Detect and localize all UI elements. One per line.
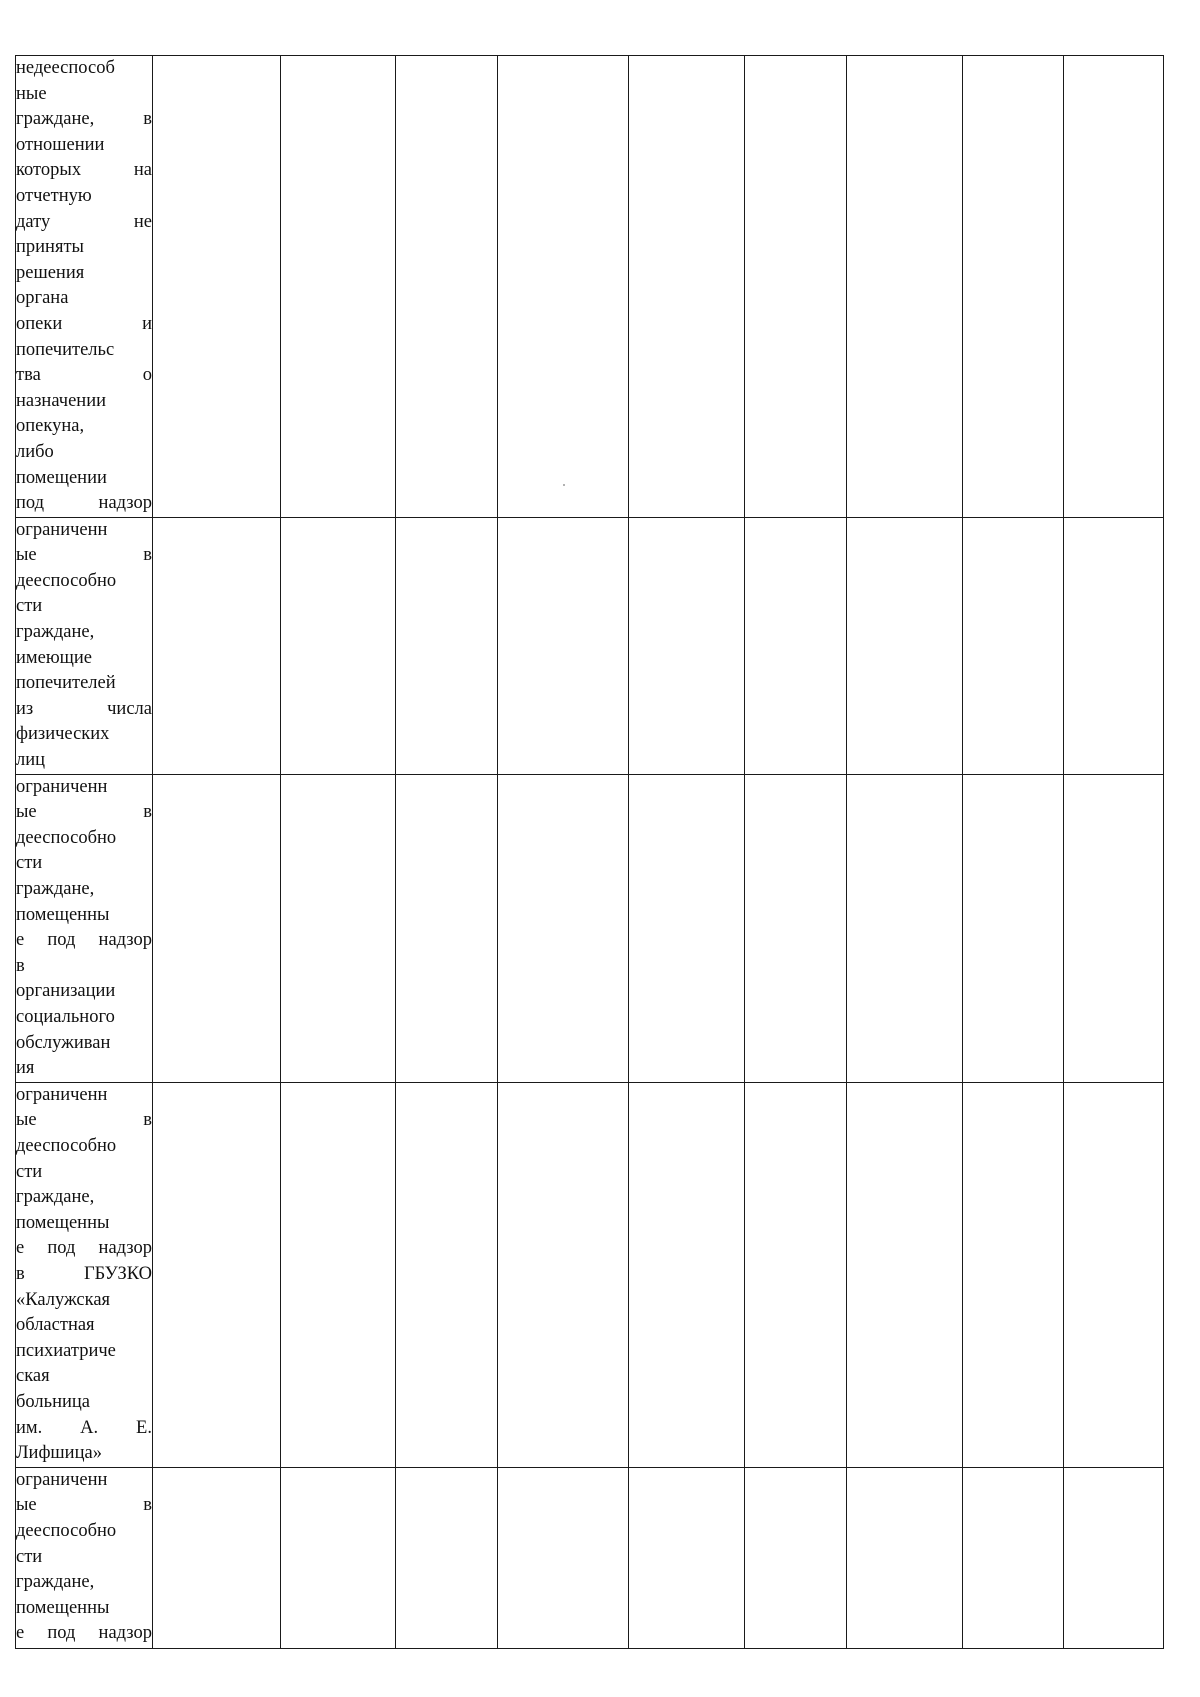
- row-label-line: е под надзор: [16, 930, 152, 951]
- row-label-line: граждане,: [16, 879, 95, 900]
- row-label-line: ия: [16, 1058, 35, 1079]
- row-label-line: сти: [16, 853, 43, 874]
- row-label-line: ограниченн: [16, 1469, 108, 1490]
- row-label-line: приняты: [16, 237, 84, 258]
- table-row: [16, 1082, 1164, 1467]
- scan-speck: [563, 484, 565, 486]
- row-label-cell: [16, 1467, 153, 1648]
- empty-cell: [847, 517, 963, 774]
- row-label-line: недееспособ: [16, 58, 115, 78]
- row-label-line: больница: [16, 1391, 90, 1412]
- row-label-line: назначении: [16, 390, 107, 411]
- empty-cell: [847, 774, 963, 1082]
- row-label-line: граждане,: [16, 622, 95, 643]
- empty-cell: [963, 56, 1064, 518]
- row-label-line: попечителей: [16, 673, 116, 694]
- empty-cell: [629, 1467, 745, 1648]
- row-label-line: решения: [16, 262, 85, 283]
- row-label-line: дееспособно: [16, 1520, 117, 1541]
- empty-cell: [153, 56, 281, 518]
- empty-cell: [847, 56, 963, 518]
- empty-cell: [745, 517, 847, 774]
- row-label-cell: [16, 517, 153, 774]
- row-label-line: помещенны: [16, 1597, 110, 1618]
- empty-cell: [396, 1082, 498, 1467]
- empty-cell: [745, 774, 847, 1082]
- empty-cell: [847, 1467, 963, 1648]
- row-label-line: ые в: [16, 1110, 152, 1131]
- row-label-line: лиц: [16, 750, 46, 771]
- row-label-line: е под надзор: [16, 1238, 152, 1259]
- empty-cell: [963, 517, 1064, 774]
- row-label-line: ограниченн: [16, 776, 108, 797]
- row-label-line: им. А. Е.: [16, 1417, 152, 1438]
- row-label-line: отчетную: [16, 185, 92, 206]
- empty-cell: [745, 1467, 847, 1648]
- empty-cell: [629, 774, 745, 1082]
- empty-cell: [153, 517, 281, 774]
- empty-cell: [281, 774, 396, 1082]
- row-label-line: опеки и: [16, 313, 152, 334]
- row-label-line: помещении: [16, 467, 107, 488]
- row-label-cell: [16, 56, 153, 518]
- row-label-line: физических: [16, 724, 110, 745]
- row-label: [16, 518, 152, 774]
- empty-cell: [745, 56, 847, 518]
- row-label: [16, 1468, 152, 1647]
- row-label-line: граждане, в: [16, 109, 152, 130]
- row-label-line: дату не: [16, 211, 152, 232]
- empty-cell: [498, 56, 629, 518]
- empty-cell: [745, 1082, 847, 1467]
- row-label-line: отношении: [16, 134, 105, 155]
- row-label-line: под надзор: [16, 493, 152, 514]
- row-label-line: сти: [16, 1161, 43, 1182]
- row-label-line: обслуживан: [16, 1032, 111, 1053]
- row-label-line: тва о: [16, 365, 152, 386]
- table-row: [16, 517, 1164, 774]
- empty-cell: [963, 1467, 1064, 1648]
- empty-cell: [629, 517, 745, 774]
- row-label: [16, 775, 152, 1082]
- report-table: [15, 55, 1164, 1649]
- row-label-line: дееспособно: [16, 827, 117, 848]
- row-label: [16, 56, 152, 517]
- empty-cell: [498, 1082, 629, 1467]
- row-label-line: сти: [16, 1546, 43, 1567]
- row-label-line: имеющие: [16, 647, 92, 668]
- empty-cell: [153, 1082, 281, 1467]
- table-row: [16, 774, 1164, 1082]
- table-row: [16, 56, 1164, 518]
- row-label-cell: [16, 774, 153, 1082]
- row-label-line: ые в: [16, 1495, 152, 1516]
- row-label-line: которых на: [16, 160, 152, 181]
- row-label-cell: [16, 1082, 153, 1467]
- row-label-line: «Калужская: [16, 1289, 111, 1310]
- row-label-line: е под надзор: [16, 1623, 152, 1644]
- empty-cell: [498, 1467, 629, 1648]
- empty-cell: [153, 1467, 281, 1648]
- row-label-line: организации: [16, 981, 116, 1002]
- empty-cell: [396, 774, 498, 1082]
- empty-cell: [396, 1467, 498, 1648]
- empty-cell: [153, 774, 281, 1082]
- empty-cell: [281, 1467, 396, 1648]
- row-label-line: ные: [16, 83, 47, 104]
- row-label-line: в ГБУЗКО: [16, 1263, 152, 1284]
- empty-cell: [281, 56, 396, 518]
- row-label-line: в: [16, 955, 25, 976]
- row-label-line: ская: [16, 1366, 50, 1387]
- row-label-line: ограниченн: [16, 1084, 108, 1105]
- row-label-line: граждане,: [16, 1572, 95, 1593]
- row-label-line: психиатриче: [16, 1340, 116, 1361]
- row-label-line: ограниченн: [16, 519, 108, 540]
- empty-cell: [847, 1082, 963, 1467]
- empty-cell: [1064, 1082, 1164, 1467]
- row-label-line: областная: [16, 1315, 95, 1336]
- row-label-line: социального: [16, 1007, 115, 1028]
- row-label-line: дееспособно: [16, 570, 117, 591]
- table-row: [16, 1467, 1164, 1648]
- row-label-line: ые в: [16, 545, 152, 566]
- empty-cell: [963, 774, 1064, 1082]
- empty-cell: [281, 517, 396, 774]
- row-label-line: ые в: [16, 802, 152, 823]
- row-label-line: из числа: [16, 698, 152, 719]
- row-label-line: Лифшица»: [16, 1443, 102, 1464]
- empty-cell: [1064, 1467, 1164, 1648]
- row-label-line: граждане,: [16, 1187, 95, 1208]
- row-label-line: опекуна,: [16, 416, 85, 437]
- empty-cell: [498, 774, 629, 1082]
- empty-cell: [396, 56, 498, 518]
- row-label-line: попечительс: [16, 339, 115, 360]
- row-label-line: помещенны: [16, 1212, 110, 1233]
- empty-cell: [963, 1082, 1064, 1467]
- empty-cell: [281, 1082, 396, 1467]
- empty-cell: [498, 517, 629, 774]
- table-body: [16, 56, 1164, 1649]
- row-label: [16, 1083, 152, 1467]
- row-label-line: сти: [16, 596, 43, 617]
- empty-cell: [1064, 56, 1164, 518]
- row-label-line: органа: [16, 288, 69, 309]
- empty-cell: [629, 1082, 745, 1467]
- row-label-line: помещенны: [16, 904, 110, 925]
- empty-cell: [1064, 774, 1164, 1082]
- row-label-line: либо: [16, 441, 54, 462]
- empty-cell: [1064, 517, 1164, 774]
- row-label-line: дееспособно: [16, 1136, 117, 1156]
- empty-cell: [396, 517, 498, 774]
- empty-cell: [629, 56, 745, 518]
